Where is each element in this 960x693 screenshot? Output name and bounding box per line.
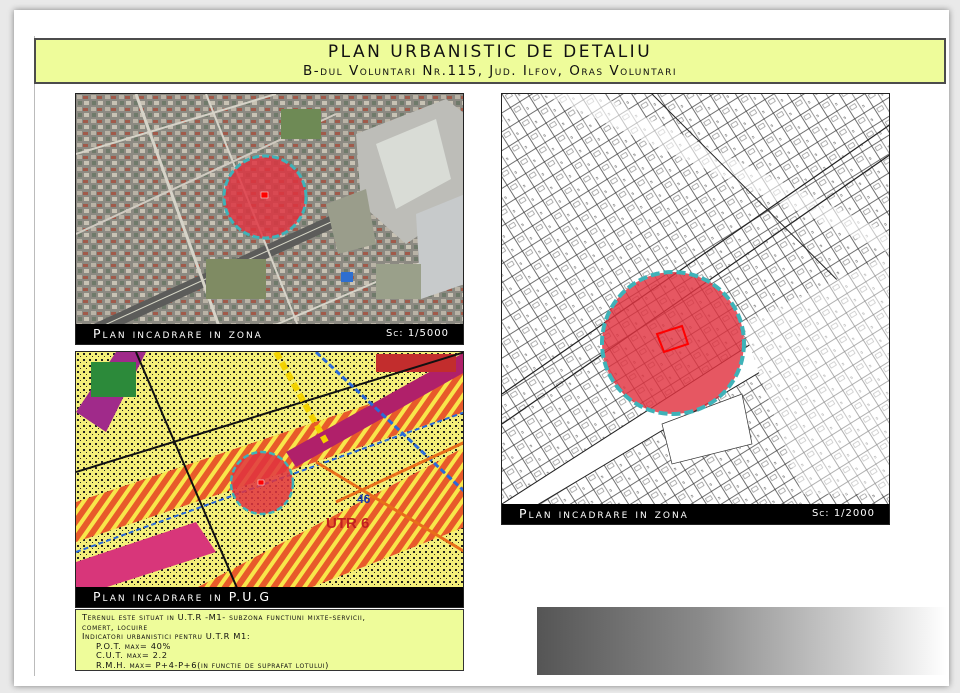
note-line: comert, locuire [82, 621, 148, 632]
cut-indicator: C.U.T. max= 2.2 [96, 650, 168, 661]
satellite-map-panel [75, 93, 464, 345]
note-line: Indicatori urbanistici pentru U.T.R M1: [82, 631, 251, 642]
cadastral-map-image [502, 94, 890, 525]
plot-marker [261, 192, 268, 198]
panel-label: Plan incadrare in zona [502, 504, 889, 524]
panel-label: Plan incadrare in P.U.G [76, 587, 463, 607]
satellite-map-image [76, 94, 464, 345]
scale-label: Sc: 1/5000 [386, 328, 449, 339]
scale-label: Sc: 1/2000 [812, 508, 875, 519]
page-title: PLAN URBANISTIC DE DETALIU [327, 42, 653, 62]
page-subtitle: B-dul Voluntari Nr.115, Jud. Ilfov, Oras Voluntari [303, 63, 677, 79]
cadastral-map-panel [501, 93, 890, 525]
location-circle [602, 272, 744, 414]
pug-map-image [76, 352, 464, 608]
pug-zone-code: UTR 6 [326, 515, 370, 532]
decorative-gradient-bar [537, 607, 947, 675]
pug-map-panel [75, 351, 464, 608]
urban-indicators-note [75, 609, 464, 671]
title-block [34, 38, 946, 84]
plot-marker [258, 480, 264, 485]
note-line: Terenul este situat in U.T.R -M1- subzona functiuni mixte-servicii, [82, 612, 366, 622]
pot-indicator: P.O.T. max= 40% [96, 640, 171, 651]
panel-label: Plan incadrare in zona [76, 324, 463, 344]
pug-zone-number: 46 [357, 492, 371, 506]
rmh-indicator: R.M.H. max= P+4-P+6(in functie de suprafat lotului) [96, 659, 329, 670]
